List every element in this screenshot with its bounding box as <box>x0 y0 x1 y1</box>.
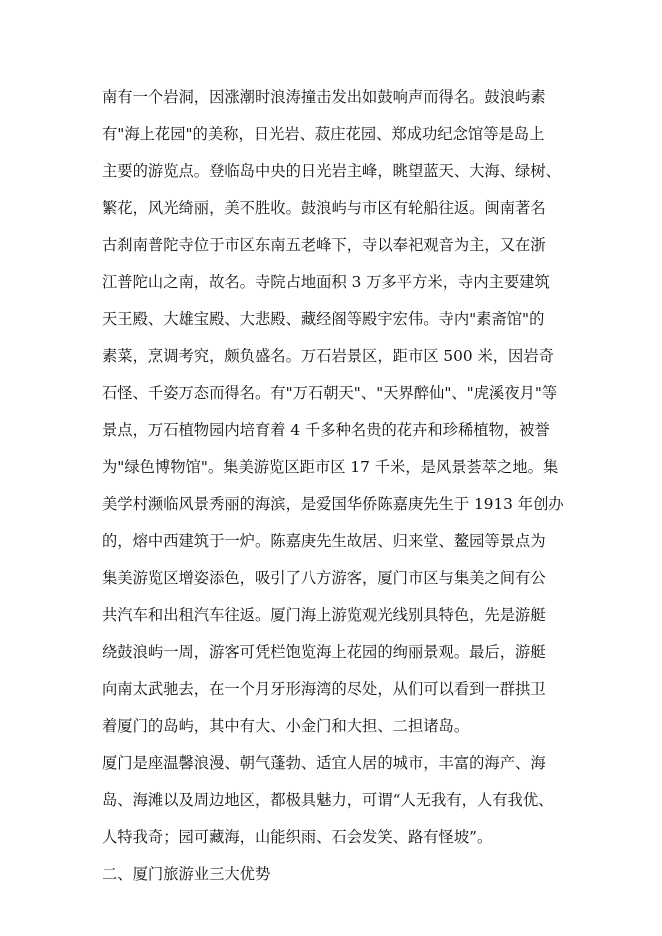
paragraph-line: 为"绿色博物馆"。集美游览区距市区 17 千米，是风景荟萃之地。集 <box>102 458 559 476</box>
paragraph-line: 着厦门的岛屿，其中有大、小金门和大担、二担诸岛。 <box>102 717 470 735</box>
paragraph-line: 繁花，风光绮丽，美不胜收。鼓浪屿与市区有轮船往返。闽南著名 <box>102 199 546 217</box>
paragraph-line: 人特我奇；园可藏海，山能织雨、石会发笑、路有怪坡”。 <box>102 828 493 846</box>
paragraph-line: 厦门是座温馨浪漫、朝气蓬勃、适宜人居的城市，丰富的海产、海 <box>102 754 546 772</box>
paragraph-line: 集美游览区增姿添色，吸引了八方游客，厦门市区与集美之间有公 <box>102 569 546 587</box>
paragraph-line: 石怪、千姿万态而得名。有"万石朝天"、"天界醉仙"、"虎溪夜月"等 <box>102 384 558 402</box>
paragraph-line: 古刹南普陀寺位于市区东南五老峰下，寺以奉祀观音为主，又在浙 <box>102 236 546 254</box>
paragraph-line: 江普陀山之南，故名。寺院占地面积 3 万多平方米，寺内主要建筑 <box>102 273 550 291</box>
paragraph-line: 有"海上花园"的美称，日光岩、菽庄花园、郑成功纪念馆等是岛上 <box>102 125 545 143</box>
paragraph-line: 绕鼓浪屿一周，游客可凭栏饱览海上花园的绚丽景观。最后，游艇 <box>102 643 546 661</box>
paragraph-line: 天王殿、大雄宝殿、大悲殿、藏经阁等殿宇宏伟。寺内"素斋馆"的 <box>102 310 545 328</box>
paragraph-line: 的，熔中西建筑于一炉。陈嘉庚先生故居、归来堂、鳌园等景点为 <box>102 532 546 550</box>
paragraph-line: 主要的游览点。登临岛中央的日光岩主峰，眺望蓝天、大海、绿树、 <box>102 162 561 180</box>
paragraph-line: 岛、海滩以及周边地区，都极具魅力，可谓“人无我有，人有我优、 <box>102 791 554 809</box>
section-heading: 二、厦门旅游业三大优势 <box>102 865 271 883</box>
paragraph-line: 共汽车和出租汽车往返。厦门海上游览观光线别具特色，先是游艇 <box>102 606 546 624</box>
paragraph-line: 向南太武驰去，在一个月牙形海湾的尽处，从们可以看到一群拱卫 <box>102 680 546 698</box>
paragraph-line: 景点，万石植物园内培育着 4 千多种名贵的花卉和珍稀植物，被誉 <box>102 421 550 439</box>
paragraph-line: 素菜，烹调考究，颇负盛名。万石岩景区，距市区 500 米，因岩奇 <box>102 347 554 365</box>
paragraph-line: 美学村濒临风景秀丽的海滨，是爱国华侨陈嘉庚先生于 1913 年创办 <box>102 495 564 513</box>
paragraph-line: 南有一个岩洞，因涨潮时浪涛撞击发出如鼓响声而得名。鼓浪屿素 <box>102 88 546 106</box>
